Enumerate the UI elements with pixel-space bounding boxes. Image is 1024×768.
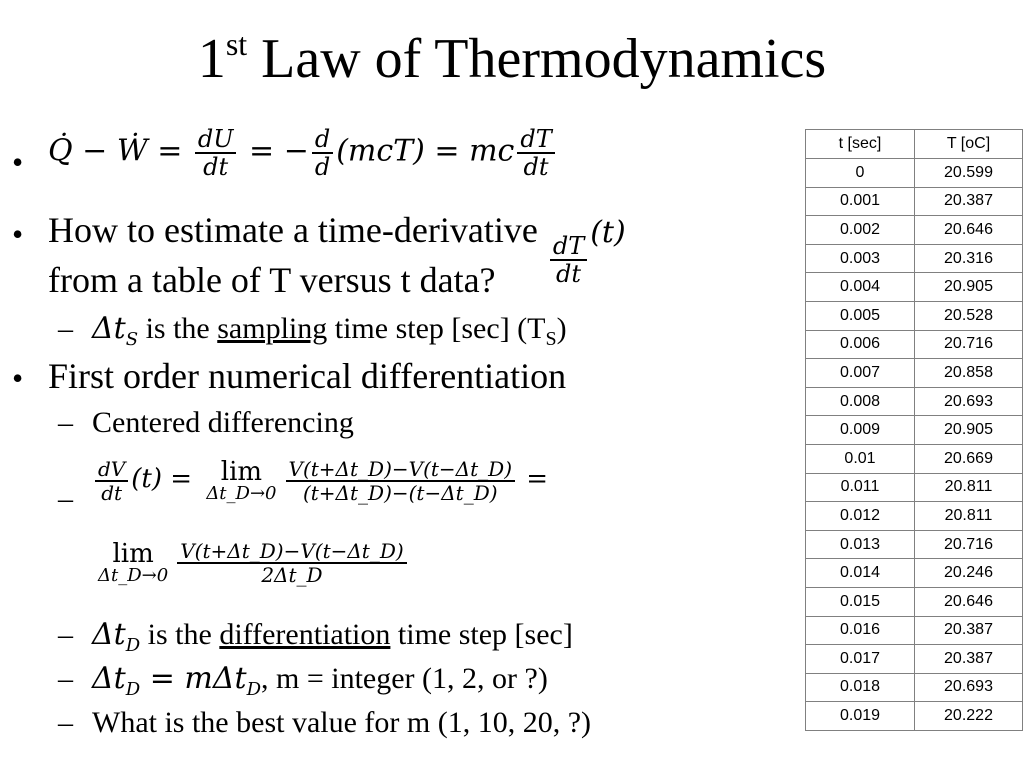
table-row <box>806 673 1023 702</box>
subscript-d: D <box>125 679 141 700</box>
limit-operator <box>98 541 168 585</box>
bullet-symbol: • <box>12 360 24 396</box>
limit-text: lim <box>112 539 154 569</box>
fraction-d-d <box>312 126 333 181</box>
time-cell: 0.012 <box>806 502 915 531</box>
temperature-cell: 20.646 <box>915 587 1023 616</box>
title-number: 1 <box>197 28 226 90</box>
mct-term: (mcT) <box>336 133 425 169</box>
text-part: is the <box>140 618 220 651</box>
text-part: is the <box>138 312 218 345</box>
equals-sign: = <box>518 463 549 494</box>
delta-t: Δt <box>92 617 126 652</box>
limit-operator <box>206 459 276 503</box>
time-cell: 0.006 <box>806 330 915 359</box>
dash-symbol: – <box>58 618 73 651</box>
sampling-text <box>92 311 567 350</box>
differentiation-step-text <box>92 617 573 656</box>
table-row <box>806 502 1023 531</box>
underlined-word: sampling <box>217 312 328 345</box>
time-cell: 0.013 <box>806 530 915 559</box>
temperature-cell: 20.693 <box>915 387 1023 416</box>
temperature-cell: 20.693 <box>915 673 1023 702</box>
time-cell: 0.002 <box>806 216 915 245</box>
time-cell: 0.015 <box>806 587 915 616</box>
bullet-symbol: • <box>12 216 24 252</box>
table-row <box>806 702 1023 731</box>
time-cell: 0.007 <box>806 359 915 388</box>
subscript-d: D <box>246 679 261 700</box>
text-part: time step [sec] <box>390 618 573 651</box>
temperature-cell: 20.646 <box>915 216 1023 245</box>
time-cell: 0.008 <box>806 387 915 416</box>
time-cell: 0 <box>806 159 915 188</box>
temperature-cell: 20.387 <box>915 616 1023 645</box>
subscript-s: S <box>125 329 139 350</box>
numerator: dU <box>195 126 237 154</box>
difference-quotient <box>286 458 515 504</box>
time-cell: 0.016 <box>806 616 915 645</box>
time-cell: 0.018 <box>806 673 915 702</box>
text-part: time step [sec] (T <box>327 312 546 345</box>
table-row <box>806 330 1023 359</box>
equals-sign: = <box>147 133 192 169</box>
numerator: dT <box>550 233 587 261</box>
temperature-cell: 20.716 <box>915 530 1023 559</box>
energy-equation <box>48 126 558 181</box>
table-row <box>806 216 1023 245</box>
title-superscript: st <box>225 26 248 62</box>
column-header-temperature: T [oC] <box>915 130 1023 159</box>
underlined-word: differentiation <box>219 618 391 651</box>
time-cell: 0.003 <box>806 244 915 273</box>
table-row <box>806 587 1023 616</box>
denominator: dt <box>203 153 229 182</box>
numerator: dV <box>95 458 128 482</box>
temperature-cell: 20.858 <box>915 359 1023 388</box>
time-cell: 0.01 <box>806 444 915 473</box>
fraction-dv-dt <box>95 458 128 504</box>
denominator: 2Δt_D <box>261 563 323 587</box>
table-row <box>806 301 1023 330</box>
dash-symbol: – <box>58 662 73 695</box>
denominator: d <box>314 153 331 182</box>
bullet-3-text: First order numerical differentiation <box>48 356 567 396</box>
denominator: (t+Δt_D)−(t−Δt_D) <box>302 481 498 505</box>
w-dot: Ẇ <box>116 133 148 169</box>
numerator: V(t+Δt_D)−V(t−Δt_D) <box>286 458 515 482</box>
temperature-cell: 20.316 <box>915 244 1023 273</box>
dash-symbol: – <box>58 312 73 345</box>
temperature-cell: 20.811 <box>915 473 1023 502</box>
time-cell: 0.004 <box>806 273 915 302</box>
denominator: dt <box>556 260 582 289</box>
table-row <box>806 244 1023 273</box>
centered-differencing-text: Centered differencing <box>92 406 354 439</box>
table-header-row <box>806 130 1023 159</box>
limit-subscript: Δt_D→0 <box>98 565 169 586</box>
temperature-cell: 20.246 <box>915 559 1023 588</box>
slide-title <box>0 24 1024 94</box>
temperature-cell: 20.387 <box>915 645 1023 674</box>
time-cell: 0.019 <box>806 702 915 731</box>
bullet-2-line-2: from a table of T versus t data? <box>48 260 496 300</box>
subscript-s: S <box>545 328 557 350</box>
time-cell: 0.001 <box>806 187 915 216</box>
fraction-dt-dt <box>517 126 554 181</box>
time-cell: 0.005 <box>806 301 915 330</box>
argument-t: (t) = <box>131 463 201 494</box>
table-row <box>806 159 1023 188</box>
minus-sign: − <box>72 133 117 169</box>
table-row <box>806 444 1023 473</box>
time-cell: 0.017 <box>806 645 915 674</box>
limit-text: lim <box>220 457 263 487</box>
fraction-du-dt <box>195 126 237 181</box>
denominator: dt <box>101 481 123 505</box>
temperature-cell: 20.716 <box>915 330 1023 359</box>
table-row <box>806 273 1023 302</box>
delta-t: Δt <box>92 311 126 346</box>
numerator: d <box>312 126 333 154</box>
dash-symbol: – <box>58 406 73 439</box>
table-row <box>806 530 1023 559</box>
table-row <box>806 559 1023 588</box>
temperature-cell: 20.528 <box>915 301 1023 330</box>
time-cell: 0.009 <box>806 416 915 445</box>
title-text: Law of Thermodynamics <box>247 28 827 90</box>
fraction-dt-dt <box>550 233 587 288</box>
table-row <box>806 416 1023 445</box>
denominator: dt <box>523 153 549 182</box>
temperature-cell: 20.387 <box>915 187 1023 216</box>
limit-subscript: Δt_D→0 <box>206 483 277 504</box>
temperature-cell: 20.669 <box>915 444 1023 473</box>
best-m-text: What is the best value for m (1, 10, 20, ?) <box>92 706 592 739</box>
time-cell: 0.011 <box>806 473 915 502</box>
text-part: ) <box>556 312 567 345</box>
table-row <box>806 616 1023 645</box>
equals-m-delta-t: = mΔt <box>140 661 247 696</box>
table-row <box>806 645 1023 674</box>
delta-t: Δt <box>92 661 126 696</box>
centered-difference-quotient <box>177 540 406 586</box>
dash-symbol: – <box>58 706 73 739</box>
table-row <box>806 473 1023 502</box>
temperature-cell: 20.222 <box>915 702 1023 731</box>
bullet-symbol: • <box>12 144 24 180</box>
equals-minus: = − <box>239 133 309 169</box>
table-row <box>806 187 1023 216</box>
temperature-time-table <box>805 129 1023 731</box>
numerator: V(t+Δt_D)−V(t−Δt_D) <box>177 540 406 564</box>
table-row <box>806 387 1023 416</box>
equals-mc: = mc <box>424 133 515 169</box>
derivative-formula-continuation <box>92 540 410 586</box>
temperature-cell: 20.905 <box>915 416 1023 445</box>
temperature-cell: 20.599 <box>915 159 1023 188</box>
derivative-formula-line-1 <box>92 458 548 504</box>
text-part: , m = integer (1, 2, or ?) <box>261 662 548 695</box>
q-dot: Q̇ <box>48 133 73 169</box>
temperature-cell: 20.905 <box>915 273 1023 302</box>
m-integer-text <box>92 661 548 700</box>
subscript-d: D <box>125 635 141 656</box>
table-body <box>806 159 1023 731</box>
column-header-time: t [sec] <box>806 130 915 159</box>
dash-symbol: – <box>58 482 73 515</box>
time-cell: 0.014 <box>806 559 915 588</box>
bullet-2-text: How to estimate a time-derivative <box>48 210 547 250</box>
argument-t: (t) <box>590 215 626 250</box>
table-row <box>806 359 1023 388</box>
temperature-cell: 20.811 <box>915 502 1023 531</box>
numerator: dT <box>517 126 554 154</box>
